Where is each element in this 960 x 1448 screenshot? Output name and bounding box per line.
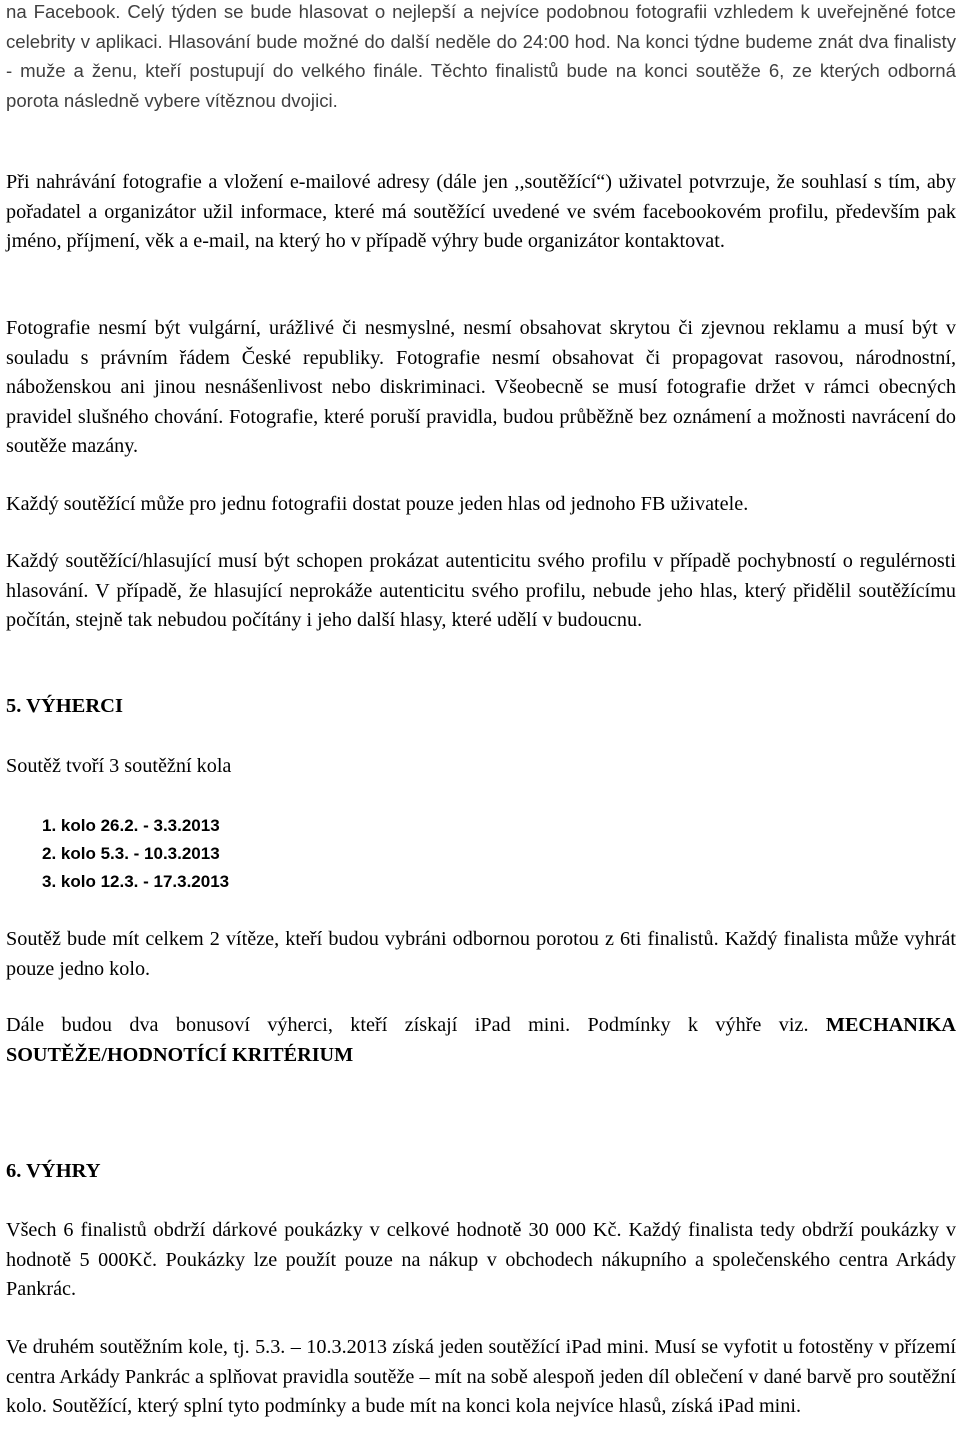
round-item: 3. kolo 12.3. - 17.3.2013 [42, 872, 230, 891]
paragraph-one-vote: Každý soutěžící může pro jednu fotografii dostat pouze jeden hlas od jednoho FB uživatele. [6, 493, 749, 515]
round-item: 1. kolo 26.2. - 3.3.2013 [42, 816, 220, 835]
paragraph-winners: Soutěž bude mít celkem 2 vítěze, kteří budou vybráni odbornou porotou z 6ti finalistů. Každý finalista může vyhrát pouze jedno kolo. [6, 928, 956, 980]
mechanics-reference: MECHANIKA SOUTĚŽE/HODNOTÍCÍ KRITÉRIUM [6, 1014, 957, 1066]
intro-paragraph: na Facebook. Celý týden se bude hlasovat o nejlepší a nejvíce podobnou fotografii vzhledem k uveřejněné fotce celebrity v aplikaci. Hlasování bude možné do další neděle do 24:00 hod. Na konci týdne budeme znát dva finalisty - muže a ženu, kteří postupují do velkého finále. Těchto finalistů bude na konci soutěže 6, ze kterých odborná porota následně vybere vítěznou dvojici. [6, 1, 956, 111]
paragraph-photo-rules: Fotografie nesmí být vulgární, urážlivé či nesmyslné, nesmí obsahovat skrytou či zjevnou reklamu a musí být v souladu s právním řádem České republiky. Fotografie nesmí obsahovat či propagovat rasovou, národnostní, náboženskou ani jinou nesnášenlivost nebo diskriminaci. Všeobecně se musí fotografie držet v rámci obecných pravidel slušného chování. Fotografie, které poruší pravidla, budou průběžně bez oznámení a možnosti navrácení do soutěže mazány. [6, 317, 956, 457]
paragraph-consent: Při nahrávání fotografie a vložení e-mailové adresy (dále jen ,,soutěžící“) uživatel potvrzuje, že souhlasí s tím, aby pořadatel a organizátor užil informace, které má soutěžící uvedené ve svém facebookovém profilu, především pak jméno, příjmení, věk a e-mail, na který ho v případě výhry bude organizátor kontaktovat. [6, 171, 956, 252]
round-item: 2. kolo 5.3. - 10.3.2013 [42, 844, 220, 863]
section-5-subtitle: Soutěž tvoří 3 soutěžní kola [6, 755, 232, 777]
rounds-list [6, 812, 956, 896]
paragraph-authenticity: Každý soutěžící/hlasující musí být schopen prokázat autenticitu svého profilu v případě pochybností o regulérnosti hlasování. V případě, že hlasující neprokáže autenticitu svého profilu, nebude jeho hlas, který přidělil soutěžícímu počítán, stejně tak nebudou počítány i jeho další hlasy, které udělí v budoucnu. [6, 550, 956, 631]
section-6-heading: 6. VÝHRY [6, 1160, 101, 1182]
section-5-heading: 5. VÝHERCI [6, 695, 123, 717]
paragraph-bonus [6, 1011, 956, 1070]
paragraph-vouchers: Všech 6 finalistů obdrží dárkové poukázky v celkové hodnotě 30 000 Kč. Každý finalista tedy obdrží poukázky v hodnotě 5 000Kč. Poukázky lze použít pouze na nákup v obchodech nákupního a společenského centra Arkády Pankrác. [6, 1219, 956, 1300]
bonus-text: Dále budou dva bonusoví výherci, kteří získají iPad mini. Podmínky k výhře viz. [6, 1014, 809, 1036]
paragraph-ipad: Ve druhém soutěžním kole, tj. 5.3. – 10.3.2013 získá jeden soutěžící iPad mini. Musí se vyfotit u fotostěny v přízemí centra Arkády Pankrác a splňovat pravidla soutěže – mít na sobě alespoň jeden díl oblečení v dané barvě pro soutěžní kolo. Soutěžící, který splní tyto podmínky a bude mít na konci kola nejvíce hlasů, získá iPad mini. [6, 1336, 956, 1417]
